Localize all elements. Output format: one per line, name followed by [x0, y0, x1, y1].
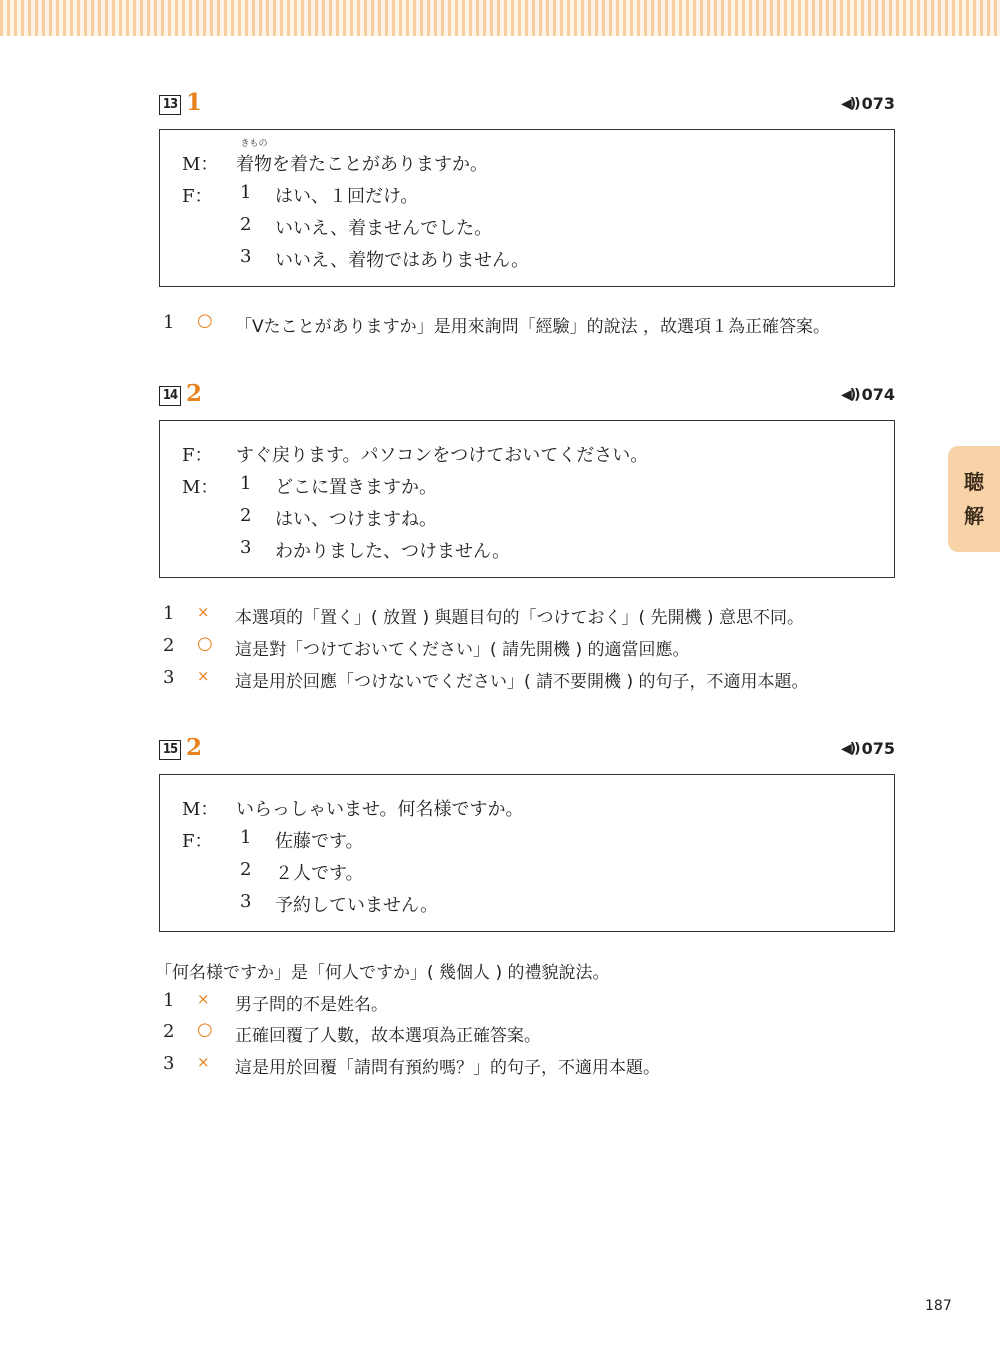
dialog-text: わかりました、つけません。 — [275, 541, 511, 562]
speaker-icon: ◀︎)) — [841, 386, 859, 403]
dialog-text: どこに置きますか。 — [275, 477, 437, 498]
dialog-text: はい、つけますね。 — [275, 509, 437, 530]
answer-number: 1 — [186, 89, 203, 116]
explanation-text: 男子問的不是姓名。 — [235, 995, 388, 1015]
explanation-text: 本選項的「置く」( 放置 ) 與題目句的「つけておく」( 先開機 ) 意思不同。 — [235, 608, 804, 628]
explanation-row — [159, 990, 879, 1014]
speaker-icon: ◀︎)) — [841, 95, 859, 112]
wrong-mark-icon: × — [197, 990, 210, 1008]
dialog-text: 予約していません。 — [275, 895, 439, 916]
option-number: 1 — [240, 473, 252, 494]
wrong-mark-icon: × — [197, 667, 210, 685]
question-15-header — [159, 734, 895, 763]
option-number: 2 — [240, 214, 252, 235]
option-number: 1 — [240, 182, 252, 203]
explanation-note: 「何名様ですか」是「何人ですか」( 幾個人 ) 的禮貌說法。 — [155, 963, 610, 983]
speaker-label: F： — [182, 445, 213, 466]
explanation-text: 這是用於回覆「請問有預約嗎？」的句子，不適用本題。 — [235, 1058, 660, 1078]
question-13-dialog — [159, 129, 895, 287]
speaker-icon: ◀︎)) — [841, 740, 859, 757]
explanation-text: 正確回覆了人數，故本選項為正確答案。 — [235, 1026, 541, 1046]
audio-track-number: 075 — [861, 739, 895, 758]
correct-mark-icon: ○ — [197, 1019, 213, 1040]
audio-track[interactable] — [841, 385, 895, 404]
dialog-text: いいえ、着ませんでした。 — [275, 218, 493, 239]
explanation-text: 這是對「つけておいてください」( 請先開機 ) 的適當回應。 — [235, 640, 690, 660]
option-number: 3 — [240, 891, 252, 912]
explanation-number: 1 — [163, 990, 175, 1011]
audio-track-number: 074 — [861, 385, 895, 404]
option-number: 1 — [240, 827, 252, 848]
explanation-row — [159, 635, 879, 659]
dialog-text: はい、１回だけ。 — [275, 186, 419, 207]
explanation-number: 1 — [163, 603, 175, 624]
question-14-dialog — [159, 420, 895, 578]
dialog-text: いらっしゃいませ。何名様ですか。 — [236, 799, 524, 820]
question-number: 13 — [159, 95, 181, 115]
option-number: 3 — [240, 246, 252, 267]
speaker-label: F： — [182, 831, 213, 852]
explanation-number: 2 — [163, 635, 175, 656]
explanation-number: 1 — [163, 312, 175, 333]
dialog-text: ２人です。 — [275, 863, 364, 884]
explanation-text: 「Vたことがありますか」是用來詢問「經驗」的說法 ，故選項１為正確答案。 — [235, 317, 831, 337]
explanation-number: 3 — [163, 667, 175, 688]
dialog-text: 佐藤です。 — [275, 831, 364, 852]
wrong-mark-icon: × — [197, 1053, 210, 1071]
answer-number: 2 — [186, 380, 203, 407]
audio-track[interactable] — [841, 739, 895, 758]
explanation-number: 3 — [163, 1053, 175, 1074]
speaker-label: F： — [182, 186, 213, 207]
speaker-label: M： — [182, 477, 219, 498]
wrong-mark-icon: × — [197, 603, 210, 621]
furigana: きもの — [240, 139, 268, 149]
section-tab-char-2: 解 — [964, 504, 984, 528]
option-number: 2 — [240, 859, 252, 880]
option-number: 2 — [240, 505, 252, 526]
question-14-header — [159, 380, 895, 409]
dialog-text: 着物を着たことがありますか。 — [236, 154, 488, 175]
option-number: 3 — [240, 537, 252, 558]
dialog-text: すぐ戻ります。パソコンをつけておいてください。 — [236, 445, 649, 466]
explanation-text: 這是用於回應「つけないでください」( 請不要開機 ) 的句子，不適用本題。 — [235, 672, 809, 692]
section-tab-char-1: 聴 — [964, 470, 984, 494]
correct-mark-icon: ○ — [197, 310, 213, 331]
speaker-label: M： — [182, 154, 219, 175]
explanation-row — [159, 1053, 879, 1077]
explanation-row — [159, 312, 879, 336]
explanation-row — [159, 667, 879, 691]
explanation-number: 2 — [163, 1021, 175, 1042]
question-number: 14 — [159, 386, 181, 406]
question-number: 15 — [159, 740, 181, 760]
audio-track[interactable] — [841, 94, 895, 113]
page-number: 187 — [925, 1298, 952, 1314]
audio-track-number: 073 — [861, 94, 895, 113]
answer-number: 2 — [186, 734, 203, 761]
question-13-header — [159, 89, 895, 118]
correct-mark-icon: ○ — [197, 633, 213, 654]
dialog-text: いいえ、着物ではありません。 — [275, 250, 530, 271]
top-decorative-stripe — [0, 0, 1000, 36]
explanation-row — [159, 603, 879, 627]
explanation-row — [159, 1021, 879, 1045]
speaker-label: M： — [182, 799, 219, 820]
question-15-dialog — [159, 774, 895, 932]
section-tab — [948, 446, 1000, 552]
